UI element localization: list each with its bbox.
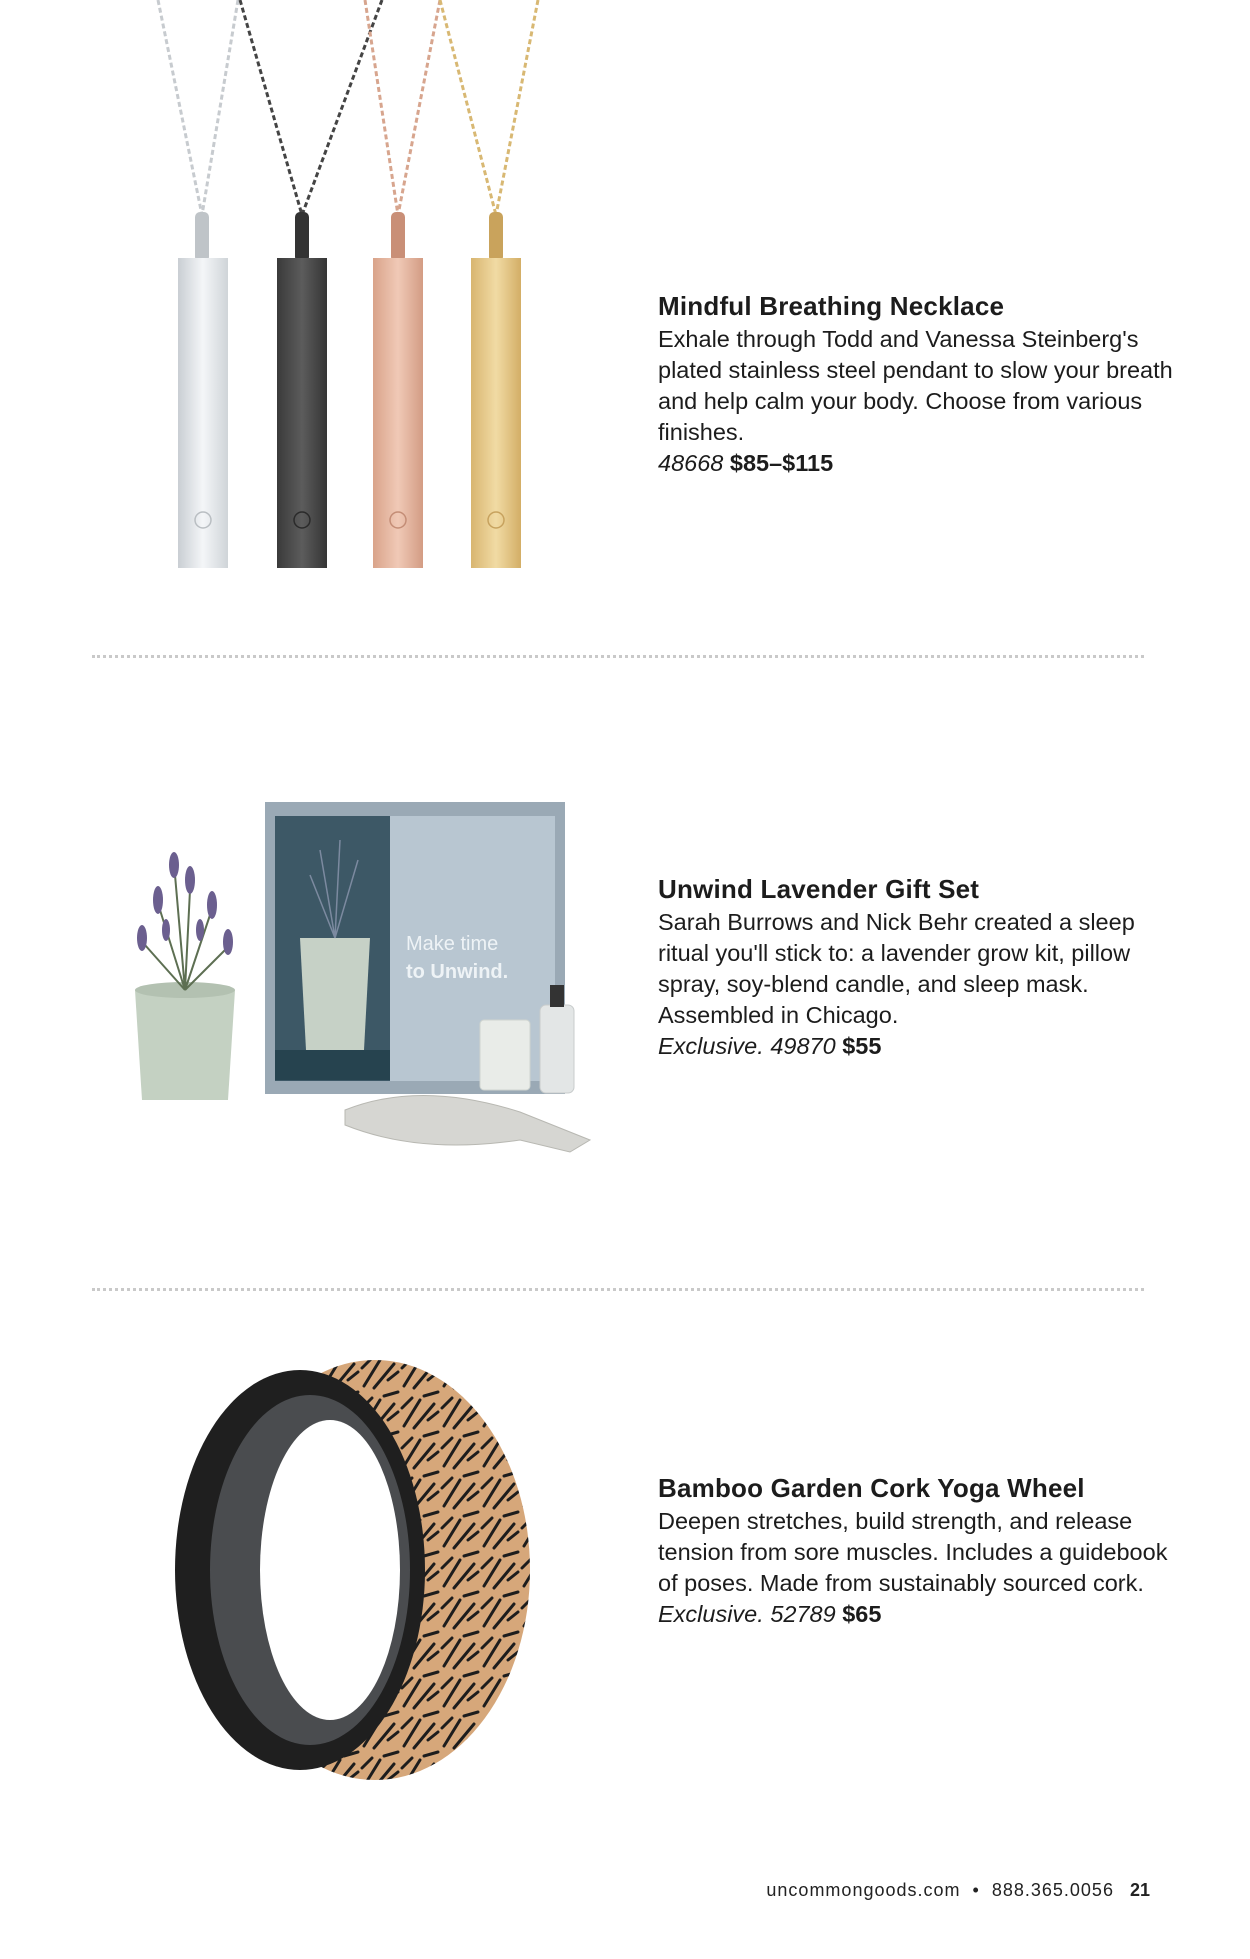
necklace-product-info xyxy=(658,290,1178,479)
box-text-line2: to Unwind. xyxy=(406,961,509,983)
yoga-wheel-illustration xyxy=(160,1350,540,1790)
product-title: Bamboo Garden Cork Yoga Wheel xyxy=(658,1473,1085,1503)
product-description: Exhale through Todd and Vanessa Steinberg's plated stainless steel pendant to slow your breath and help calm your body. Choose from various finishes. xyxy=(658,326,1173,445)
product-title: Mindful Breathing Necklace xyxy=(658,291,1005,321)
necklace-image xyxy=(140,0,560,580)
product-price: $55 xyxy=(842,1033,882,1059)
product-sku: 52789 xyxy=(770,1601,836,1627)
page-number: 21 xyxy=(1129,1880,1150,1900)
product-description xyxy=(658,1506,1178,1630)
product-price-line xyxy=(658,1031,1178,1062)
yoga-wheel-image xyxy=(160,1350,540,1790)
gift-set-illustration xyxy=(100,780,610,1200)
exclusive-label: Exclusive. xyxy=(658,1601,764,1627)
product-description: Sarah Burrows and Nick Behr created a sleep ritual you'll stick to: a lavender grow kit, pillow spray, soy-blend candle, and sleep mask. Assembled in Chicago. xyxy=(658,909,1135,1028)
product-sku: 48668 xyxy=(658,450,724,476)
product-price-line xyxy=(658,1601,881,1627)
product-title: Unwind Lavender Gift Set xyxy=(658,874,980,904)
lavender-gift-set-image xyxy=(100,780,610,1200)
section-divider xyxy=(92,1288,1144,1291)
product-price: $85–$115 xyxy=(729,450,834,476)
gunmetal-pendant xyxy=(277,258,327,568)
footer-separator: • xyxy=(972,1880,980,1900)
product-price-line xyxy=(658,448,1178,479)
necklace-illustration xyxy=(140,0,560,580)
description-text: Deepen stretches, build strength, and release tension from sore muscles. Includes a guidebook of poses. Made from sustainably sourced cork. xyxy=(658,1508,1168,1596)
product-price: $65 xyxy=(842,1601,882,1627)
section-divider xyxy=(92,655,1144,658)
product-sku: 49870 xyxy=(770,1033,836,1059)
box-text-line1: Make time xyxy=(406,933,499,955)
website-link[interactable]: uncommongoods.com xyxy=(766,1880,961,1900)
page-footer xyxy=(766,1880,1150,1901)
exclusive-label: Exclusive. xyxy=(658,1033,764,1059)
phone-number[interactable]: 888.365.0056 xyxy=(991,1880,1114,1900)
gift-set-product-info xyxy=(658,873,1178,1062)
silver-pendant xyxy=(178,258,228,568)
yoga-wheel-product-info xyxy=(658,1472,1178,1630)
gold-pendant xyxy=(471,258,521,568)
rose-gold-pendant xyxy=(373,258,423,568)
